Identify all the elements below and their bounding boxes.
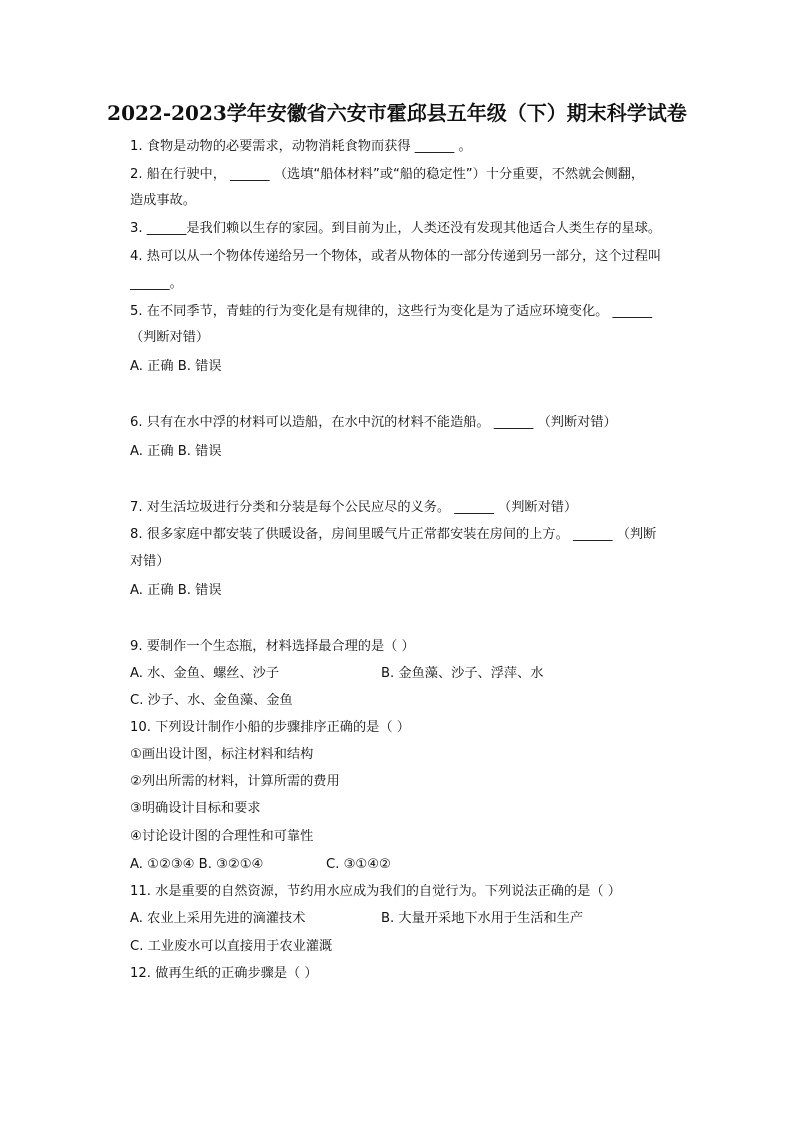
question-6: 6. 只有在水中浮的材料可以造船，在水中沉的材料不能造船。 ______ （判断对错）	[130, 415, 617, 430]
question-10-step-3: ③明确设计目标和要求	[130, 801, 261, 816]
question-10: 10. 下列设计制作小船的步骤排序正确的是（ ）	[130, 720, 410, 735]
question-10-step-1: ①画出设计图，标注材料和结构	[130, 747, 314, 762]
question-8-line-2: 对错）	[130, 554, 170, 569]
question-2-line-2: 造成事故。	[130, 193, 196, 208]
question-9-option-a: A. 水、金鱼、螺丝、沙子	[130, 666, 280, 681]
question-11-option-a: A. 农业上采用先进的滴灌技术	[130, 911, 306, 926]
question-1: 1. 食物是动物的必要需求，动物消耗食物而获得 ______ 。	[130, 139, 472, 154]
question-8-options: A. 正确 B. 错误	[130, 583, 222, 598]
page-title: 2022-2023学年安徽省六安市霍邱县五年级（下）期末科学试卷	[107, 101, 687, 125]
question-10-option-c: C. ③①④②	[326, 857, 391, 872]
question-5-options: A. 正确 B. 错误	[130, 359, 222, 374]
question-10-step-2: ②列出所需的材料，计算所需的费用	[130, 774, 340, 789]
question-4-line-1: 4. 热可以从一个物体传递给另一个物体，或者从物体的一部分传递到另一部分，这个过程叫	[130, 249, 662, 264]
question-9-option-c: C. 沙子、水、金鱼藻、金鱼	[130, 693, 293, 708]
question-7: 7. 对生活垃圾进行分类和分装是每个公民应尽的义务。 ______ （判断对错）	[130, 500, 578, 515]
question-2-line-1: 2. 船在行驶中， ______ （选填“船体材料”或“船的稳定性”）十分重要，不然就会侧翻，	[130, 167, 645, 182]
question-9: 9. 要制作一个生态瓶，材料选择最合理的是（ ）	[130, 639, 415, 654]
question-11: 11. 水是重要的自然资源，节约用水应成为我们的自觉行为。下列说法正确的是（ ）	[130, 884, 621, 899]
question-11-option-b: B. 大量开采地下水用于生活和生产	[381, 911, 584, 926]
question-5-line-1: 5. 在不同季节，青蛙的行为变化是有规律的，这些行为变化是为了适应环境变化。 ______	[130, 304, 653, 319]
question-10-options-ab: A. ①②③④ B. ③②①④	[130, 857, 264, 872]
question-5-line-2: （判断对错）	[130, 330, 210, 345]
question-4-line-2: ______。	[130, 276, 183, 291]
question-9-option-b: B. 金鱼藻、沙子、浮萍、水	[381, 666, 544, 681]
question-11-option-c: C. 工业废水可以直接用于农业灌溉	[130, 939, 333, 954]
question-6-options: A. 正确 B. 错误	[130, 444, 222, 459]
question-12: 12. 做再生纸的正确步骤是（ ）	[130, 966, 318, 981]
question-3: 3. ______是我们赖以生存的家园。到目前为止，人类还没有发现其他适合人类生存的星球。	[130, 221, 662, 236]
question-8-line-1: 8. 很多家庭中都安装了供暖设备，房间里暖气片正常都安装在房间的上方。 ______ （判断	[130, 527, 657, 542]
question-10-step-4: ④讨论设计图的合理性和可靠性	[130, 829, 314, 844]
